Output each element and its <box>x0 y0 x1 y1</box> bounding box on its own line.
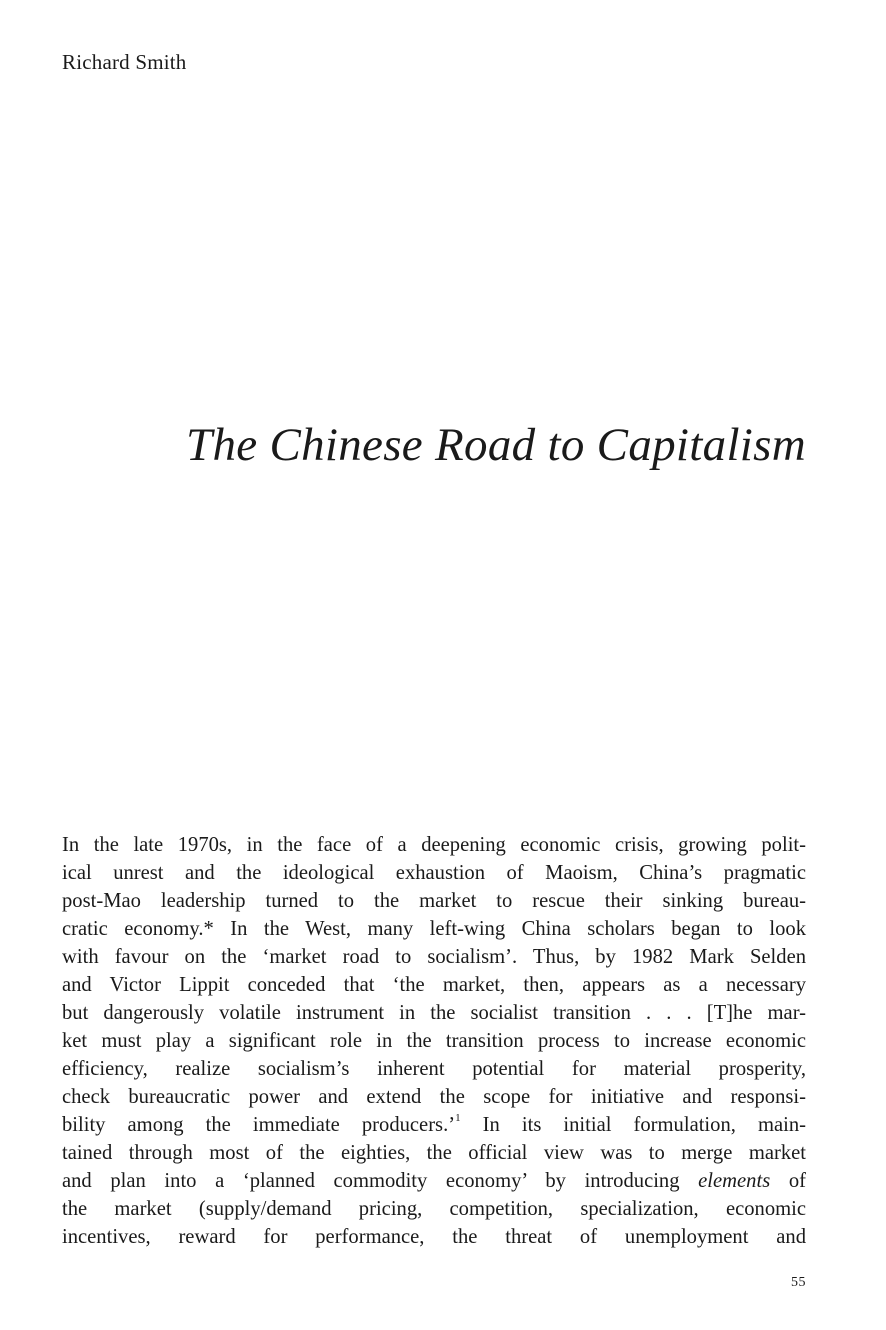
emphasis-text: elements <box>698 1170 771 1192</box>
body-line-start: bility among the immediate producers.’ <box>62 1114 456 1136</box>
article-body <box>62 831 806 1251</box>
author-name: Richard Smith <box>62 50 187 74</box>
body-line-tail: of <box>770 1170 806 1192</box>
body-line: the market (supply/demand pricing, competition, specialization, economic <box>62 1198 806 1220</box>
body-line: ket must play a significant role in the transition process to increase economic <box>62 1030 806 1052</box>
body-line: ical unrest and the ideological exhaustion of Maoism, China’s pragmatic <box>62 862 806 884</box>
body-line-with-footnote <box>62 1111 806 1139</box>
body-line: cratic economy.* In the West, many left-wing China scholars began to look <box>62 918 806 940</box>
body-line: post-Mao leadership turned to the market to rescue their sinking bureau- <box>62 890 806 912</box>
body-line-start: and plan into a ‘planned commodity economy’ by introducing <box>62 1170 680 1192</box>
body-line: In the late 1970s, in the face of a deepening economic crisis, growing polit- <box>62 834 806 856</box>
body-line: with favour on the ‘market road to socialism’. Thus, by 1982 Mark Selden <box>62 946 806 968</box>
body-line: tained through most of the eighties, the official view was to merge market <box>62 1142 806 1164</box>
body-line-with-emphasis <box>62 1167 806 1195</box>
body-line: and Victor Lippit conceded that ‘the market, then, appears as a necessary <box>62 974 806 996</box>
article-title: The Chinese Road to Capitalism <box>186 419 806 471</box>
body-line: efficiency, realize socialism’s inherent potential for material prosperity, <box>62 1058 806 1080</box>
page-number: 55 <box>791 1275 806 1290</box>
body-line: but dangerously volatile instrument in the socialist transition . . . [T]he mar- <box>62 1002 806 1024</box>
body-line: check bureaucratic power and extend the scope for initiative and responsi- <box>62 1086 806 1108</box>
footnote-marker[interactable]: 1 <box>455 1112 461 1125</box>
body-line-continuation: In its initial formulation, main- <box>460 1114 806 1136</box>
body-line: incentives, reward for performance, the threat of unemployment and <box>62 1226 806 1248</box>
